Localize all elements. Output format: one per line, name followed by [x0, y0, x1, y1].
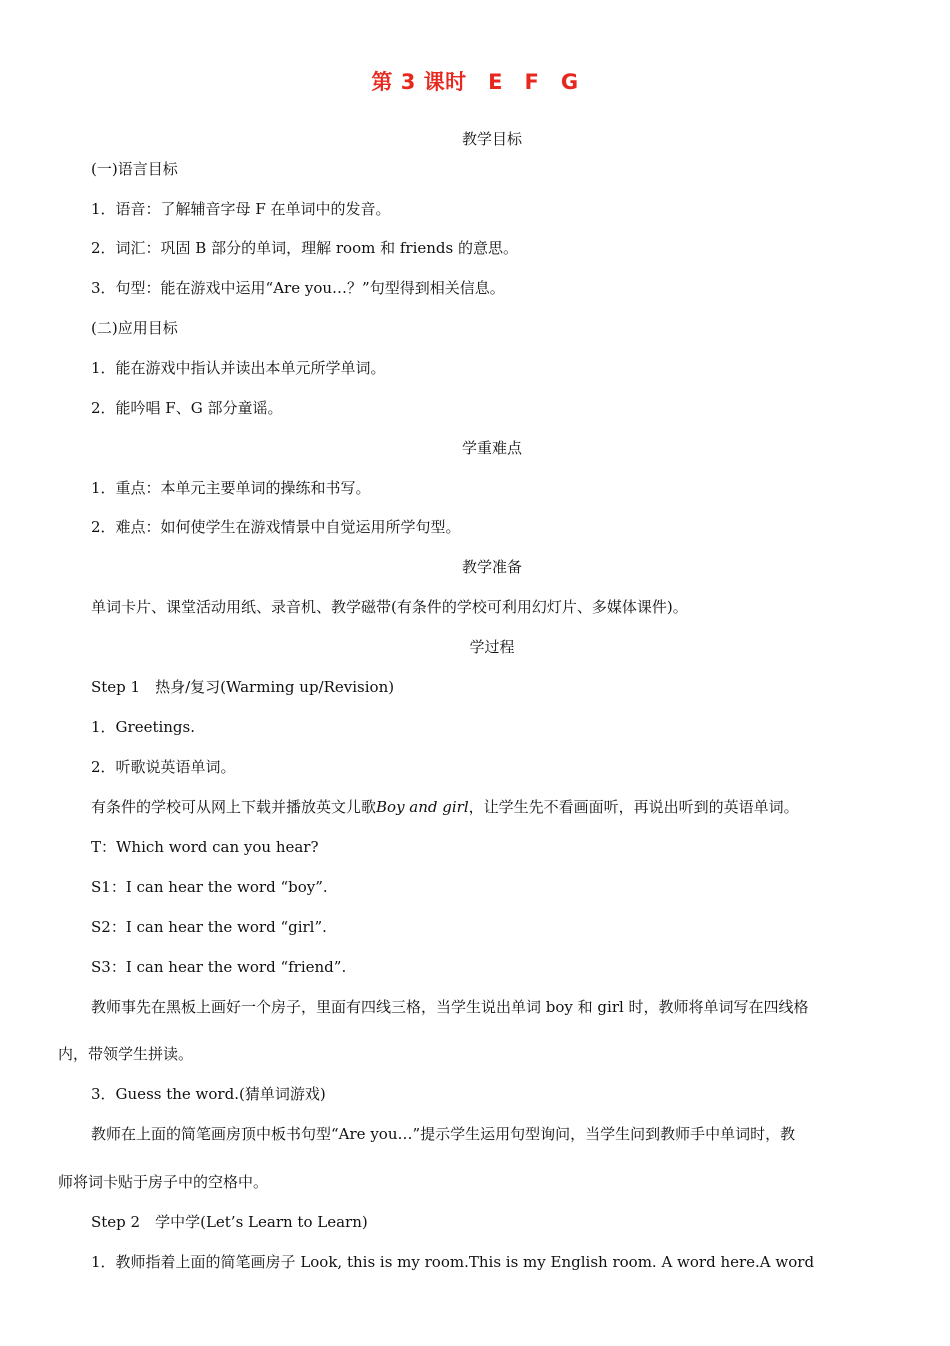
goal-item-3: 3．句型：能在游戏中运用“Are you…？”句型得到相关信息。: [91, 279, 505, 297]
dialogue-s2: S2：I can hear the word “girl”.: [91, 918, 327, 936]
dialogue-s3: S3：I can hear the word “friend”.: [91, 958, 347, 976]
heading-preparation: 教学准备: [461, 558, 522, 576]
application-item-1: 1．能在游戏中指认并读出本单元所学单词。: [91, 359, 386, 377]
preparation-text: 单词卡片、课堂活动用纸、录音机、教学磁带(有条件的学校可利用幻灯片、多媒体课件)。: [91, 598, 688, 616]
step-1-item-2: 2．听歌说英语单词。: [91, 758, 236, 776]
heading-teaching-goals: 教学目标: [461, 130, 522, 148]
lesson-title: 第 3 课时 E F G: [371, 70, 579, 94]
application-item-2: 2．能吟唱 F、G 部分童谣。: [91, 399, 283, 417]
heading-key-points: 学重难点: [461, 439, 522, 457]
paragraph-1-line-2: 内，带领学生拼读。: [58, 1045, 194, 1063]
dialogue-s1: S1：I can hear the word “boy”.: [91, 878, 328, 896]
key-point-2: 2．难点：如何使学生在游戏情景中自觉运用所学句型。: [91, 518, 461, 536]
language-goals-label: (一)语言目标: [91, 160, 178, 178]
song-instruction-pre: 有条件的学校可从网上下载并播放英文儿歌: [91, 798, 377, 816]
step-1-item-3: 3．Guess the word.(猜单词游戏): [91, 1085, 326, 1103]
goal-item-1: 1．语音：了解辅音字母 F 在单词中的发音。: [91, 200, 391, 218]
step-1-heading: Step 1 热身/复习(Warming up/Revision): [91, 678, 395, 696]
step-1-item-1: 1．Greetings.: [91, 718, 196, 736]
step-2-heading: Step 2 学中学(Let’s Learn to Learn): [91, 1213, 368, 1231]
song-instruction: [91, 797, 799, 817]
key-point-1: 1．重点：本单元主要单词的操练和书写。: [91, 479, 371, 497]
goal-item-2: 2．词汇：巩固 B 部分的单词，理解 room 和 friends 的意思。: [91, 239, 518, 257]
dialogue-teacher: T：Which word can you hear?: [91, 838, 319, 856]
paragraph-2-line-1: 教师在上面的简笔画房顶中板书句型“Are you…”提示学生运用句型询问，当学生问到教师手中单词时，教: [91, 1125, 796, 1143]
song-instruction-post: ，让学生先不看画面听，再说出听到的英语单词。: [468, 798, 799, 816]
application-goals-label: (二)应用目标: [91, 319, 178, 337]
heading-process: 学过程: [469, 638, 515, 656]
paragraph-2-line-2: 师将词卡贴于房子中的空格中。: [58, 1173, 269, 1191]
paragraph-1-line-1: 教师事先在黑板上画好一个房子，里面有四线三格，当学生说出单词 boy 和 girl 时，教师将单词写在四线格: [91, 998, 809, 1016]
song-title: Boy and girl: [376, 798, 469, 816]
step-2-item-1: 1．教师指着上面的简笔画房子 Look, this is my room.This is my English room. A word here.A word: [91, 1253, 815, 1271]
